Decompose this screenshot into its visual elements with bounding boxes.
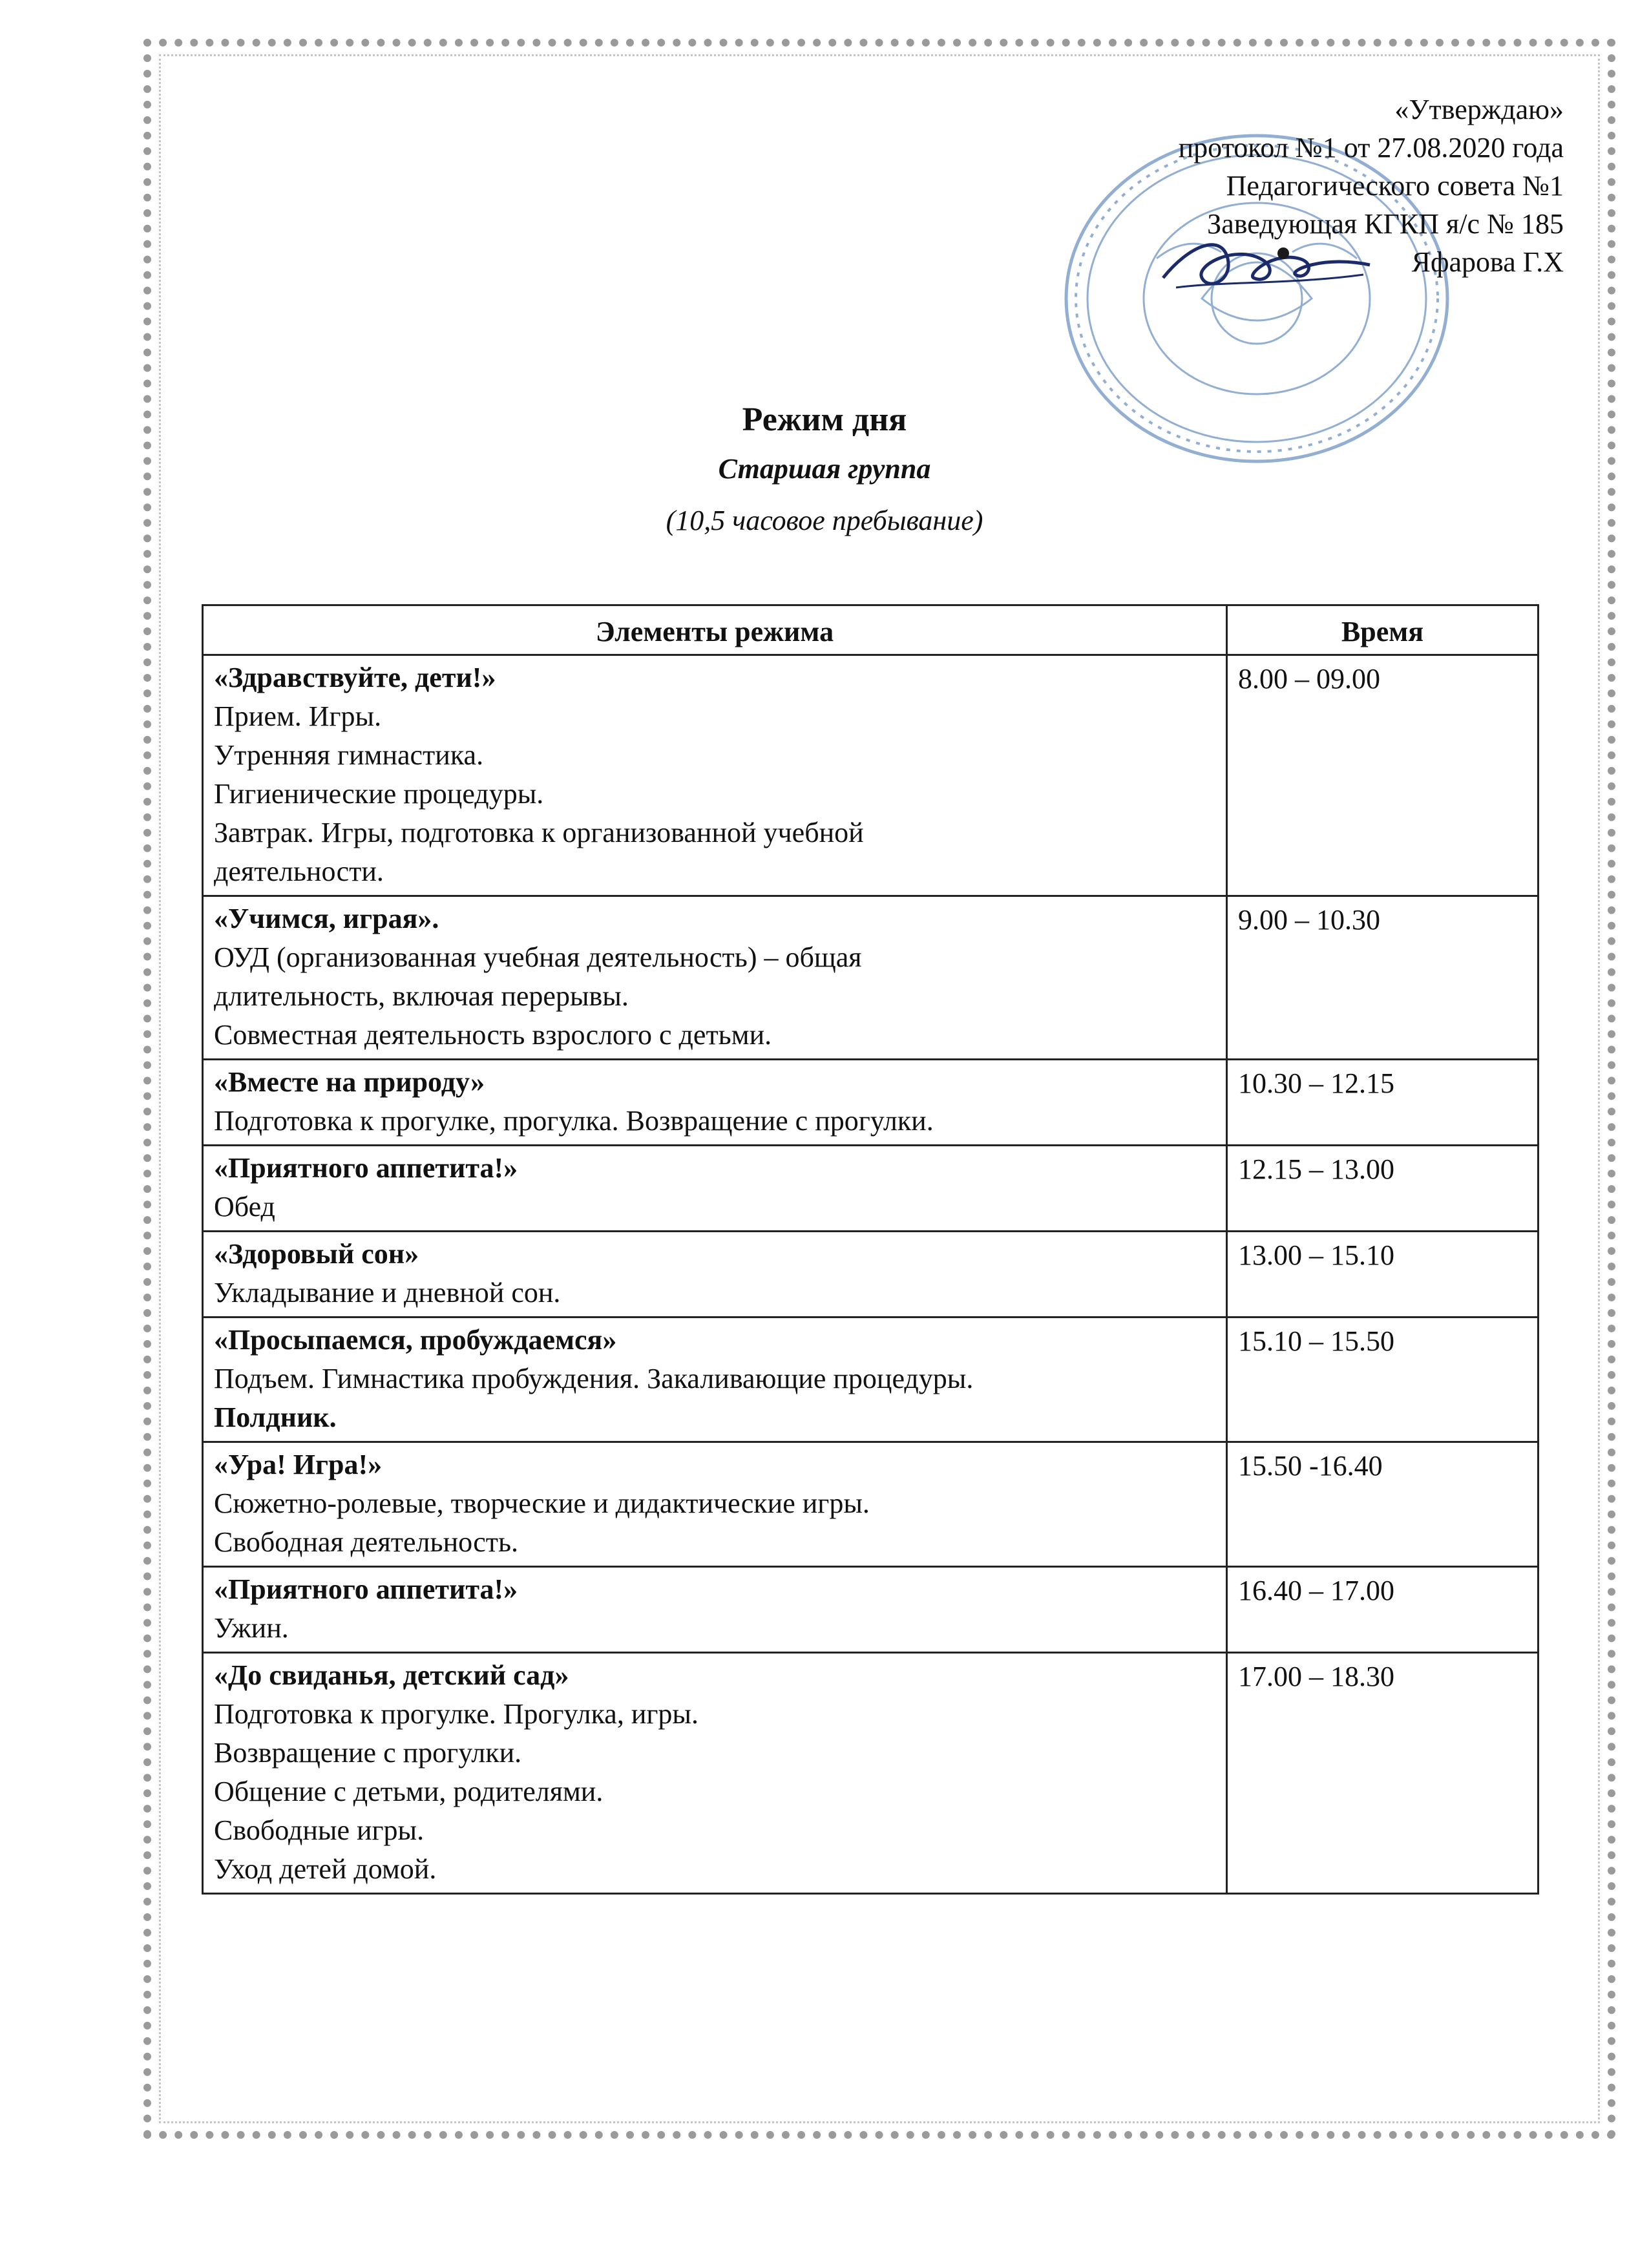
regime-block-title: «Ура! Игра!» xyxy=(214,1449,383,1480)
regime-activity-line: ОУД (организованная учебная деятельность) – общая xyxy=(214,941,862,973)
page-subtitle: Старшая группа xyxy=(718,453,931,485)
regime-time-cell xyxy=(1226,1318,1538,1442)
regime-time: 12.15 – 13.00 xyxy=(1237,1153,1394,1185)
regime-time-cell xyxy=(1226,1232,1538,1318)
approval-block xyxy=(1179,90,1564,281)
table-header-row xyxy=(203,605,1539,655)
regime-activity-line: Гигиенические процедуры. xyxy=(214,778,544,810)
regime-time-cell xyxy=(1226,1567,1538,1653)
table-row xyxy=(203,655,1539,896)
regime-activity-line: Свободные игры. xyxy=(214,1814,425,1846)
page-title: Режим дня xyxy=(742,401,907,438)
regime-element-cell xyxy=(203,1232,1227,1318)
regime-activity-line: деятельности. xyxy=(214,856,384,887)
table-row xyxy=(203,1146,1539,1232)
header-time: Время xyxy=(1226,605,1538,655)
regime-block-title: «Здравствуйте, дети!» xyxy=(214,662,496,693)
regime-time: 8.00 – 09.00 xyxy=(1237,663,1380,695)
approval-council: Педагогического совета №1 xyxy=(1226,170,1564,202)
approval-name: Яфарова Г.Х xyxy=(1411,246,1564,278)
header-elements: Элементы режима xyxy=(203,605,1227,655)
regime-time: 17.00 – 18.30 xyxy=(1237,1661,1394,1692)
regime-activity-line: Завтрак. Игры, подготовка к организованной учебной xyxy=(214,817,864,848)
regime-activity-line-bold: Полдник. xyxy=(214,1402,337,1433)
regime-activity-line: Укладывание и дневной сон. xyxy=(214,1277,561,1308)
table-row xyxy=(203,1060,1539,1146)
regime-block-title: «До свиданья, детский сад» xyxy=(214,1659,569,1691)
regime-activity-line: Сюжетно-ролевые, творческие и дидактические игры. xyxy=(214,1487,870,1519)
regime-element-cell xyxy=(203,1060,1227,1146)
approval-line: «Утверждаю» xyxy=(1394,94,1564,125)
regime-block-title: «Вместе на природу» xyxy=(214,1066,485,1098)
regime-time: 13.00 – 15.10 xyxy=(1237,1239,1394,1271)
regime-element-cell xyxy=(203,1653,1227,1894)
table-row xyxy=(203,1653,1539,1894)
regime-element-cell xyxy=(203,1567,1227,1653)
regime-block-title: «Просыпаемся, пробуждаемся» xyxy=(214,1324,617,1356)
regime-time-cell xyxy=(1226,896,1538,1060)
regime-activity-line: Ужин. xyxy=(214,1612,289,1644)
regime-activity-line: Общение с детьми, родителями. xyxy=(214,1776,604,1807)
regime-activity-line: Обед xyxy=(214,1191,275,1223)
regime-element-cell xyxy=(203,1146,1227,1232)
regime-time: 16.40 – 17.00 xyxy=(1237,1575,1394,1606)
regime-time-cell xyxy=(1226,1653,1538,1894)
regime-activity-line: Утренняя гимнастика. xyxy=(214,739,484,771)
regime-element-cell xyxy=(203,1442,1227,1567)
regime-time-cell xyxy=(1226,655,1538,896)
table-row xyxy=(203,896,1539,1060)
table-row xyxy=(203,1442,1539,1567)
regime-time: 9.00 – 10.30 xyxy=(1237,904,1380,936)
table-row xyxy=(203,1318,1539,1442)
regime-activity-line: Подготовка к прогулке, прогулка. Возвращение с прогулки. xyxy=(214,1105,934,1137)
regime-time-cell xyxy=(1226,1060,1538,1146)
regime-activity-line: Свободная деятельность. xyxy=(214,1526,519,1558)
table-row xyxy=(203,1232,1539,1318)
regime-time-cell xyxy=(1226,1442,1538,1567)
regime-block-title: «Приятного аппетита!» xyxy=(214,1573,518,1605)
schedule-body xyxy=(203,655,1539,1894)
regime-activity-line: Возвращение с прогулки. xyxy=(214,1737,522,1769)
regime-activity-line: Подъем. Гимнастика пробуждения. Закаливающие процедуры. xyxy=(214,1363,974,1394)
regime-time: 15.10 – 15.50 xyxy=(1237,1325,1394,1357)
regime-time-cell xyxy=(1226,1146,1538,1232)
table-row xyxy=(203,1567,1539,1653)
approval-head: Заведующая КГКП я/с № 185 xyxy=(1207,208,1564,240)
approval-protocol: протокол №1 от 27.08.2020 года xyxy=(1178,132,1564,163)
schedule-table xyxy=(202,604,1539,1895)
regime-block-title: «Учимся, играя». xyxy=(214,903,439,934)
regime-activity-line: Прием. Игры. xyxy=(214,700,382,732)
regime-time: 15.50 -16.40 xyxy=(1237,1450,1383,1482)
regime-element-cell xyxy=(203,1318,1227,1442)
regime-activity-line: Подготовка к прогулке. Прогулка, игры. xyxy=(214,1698,698,1730)
stay-duration: (10,5 часовое пребывание) xyxy=(666,505,983,536)
regime-element-cell xyxy=(203,655,1227,896)
regime-time: 10.30 – 12.15 xyxy=(1237,1067,1394,1099)
regime-activity-line: длительность, включая перерывы. xyxy=(214,980,629,1012)
regime-block-title: «Приятного аппетита!» xyxy=(214,1152,518,1184)
regime-element-cell xyxy=(203,896,1227,1060)
regime-activity-line: Уход детей домой. xyxy=(214,1853,437,1885)
regime-activity-line: Совместная деятельность взрослого с детьми. xyxy=(214,1019,772,1051)
regime-block-title: «Здоровый сон» xyxy=(214,1238,419,1270)
